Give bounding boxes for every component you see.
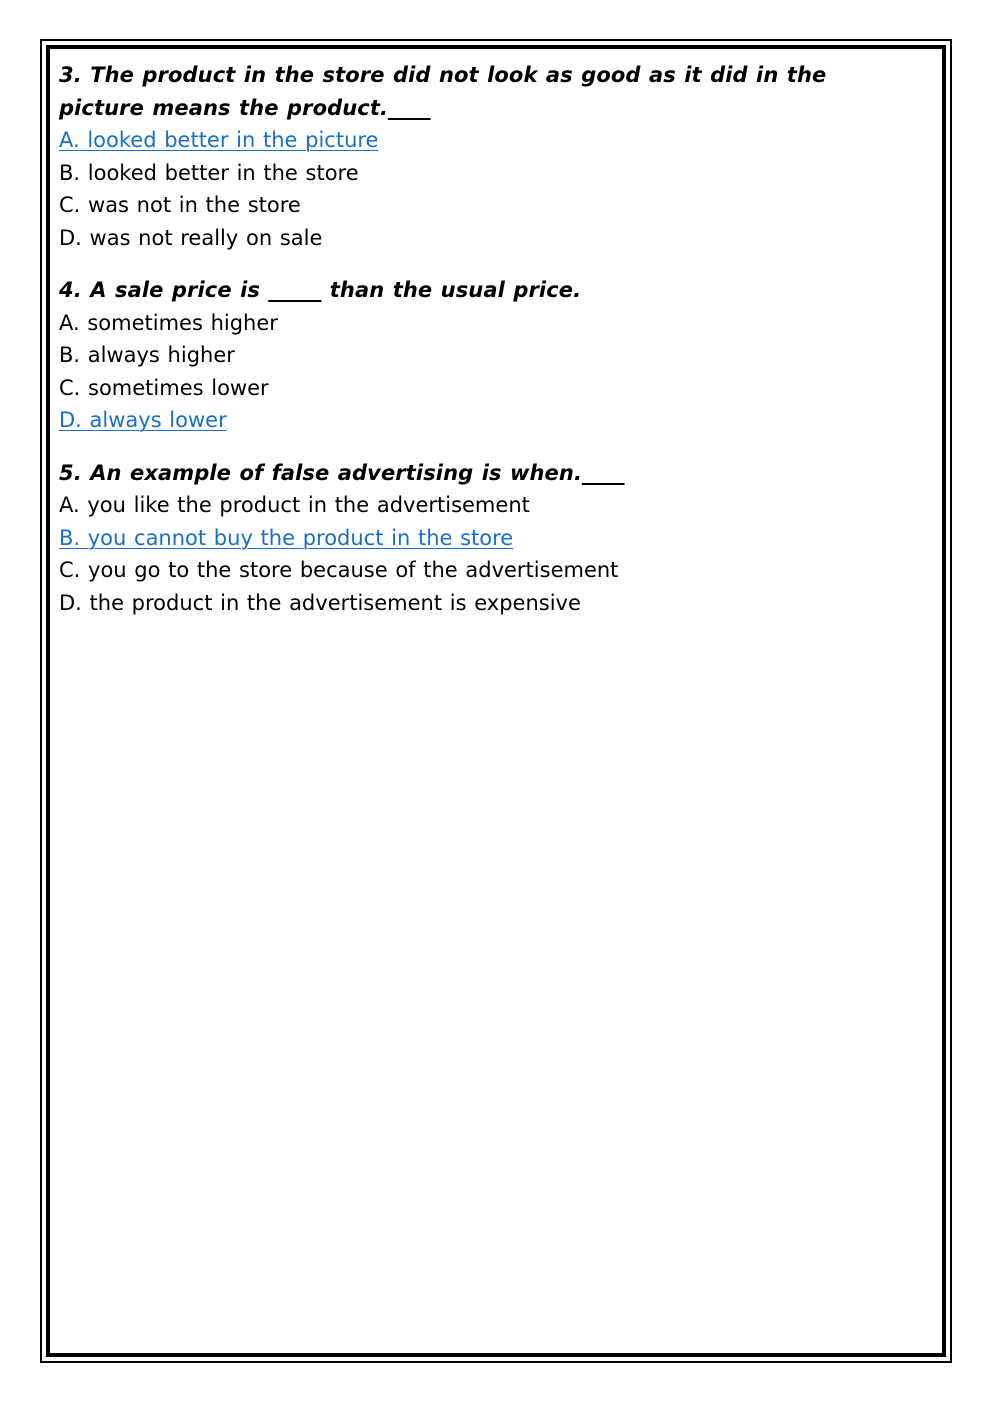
question-prompt: 5. An example of false advertising is when.____ (59, 460, 625, 485)
question-prompt: 4. A sale price is _____ than the usual price. (59, 278, 582, 302)
answer-option: A. sometimes higher (59, 310, 278, 335)
question-5 (59, 457, 919, 620)
question-prompt: 3. The product in the store did not look as good as it did in the picture means the product.____ (59, 63, 827, 120)
answer-option: C. was not in the store (59, 193, 301, 217)
question-3 (59, 59, 919, 254)
answer-option-correct[interactable]: D. always lower (59, 408, 227, 432)
answer-option: D. the product in the advertisement is expensive (59, 590, 581, 615)
answer-option: B. always higher (59, 343, 235, 367)
answer-option: C. you go to the store because of the advertisement (59, 558, 619, 582)
answer-option: B. looked better in the store (59, 160, 359, 185)
answer-option-correct[interactable]: A. looked better in the picture (59, 128, 379, 152)
worksheet-content (59, 59, 919, 639)
answer-option: D. was not really on sale (59, 225, 323, 250)
answer-option-correct[interactable]: B. you cannot buy the product in the store (59, 525, 514, 550)
question-4 (59, 274, 919, 437)
answer-option: C. sometimes lower (59, 375, 269, 400)
answer-option: A. you like the product in the advertisement (59, 493, 530, 517)
